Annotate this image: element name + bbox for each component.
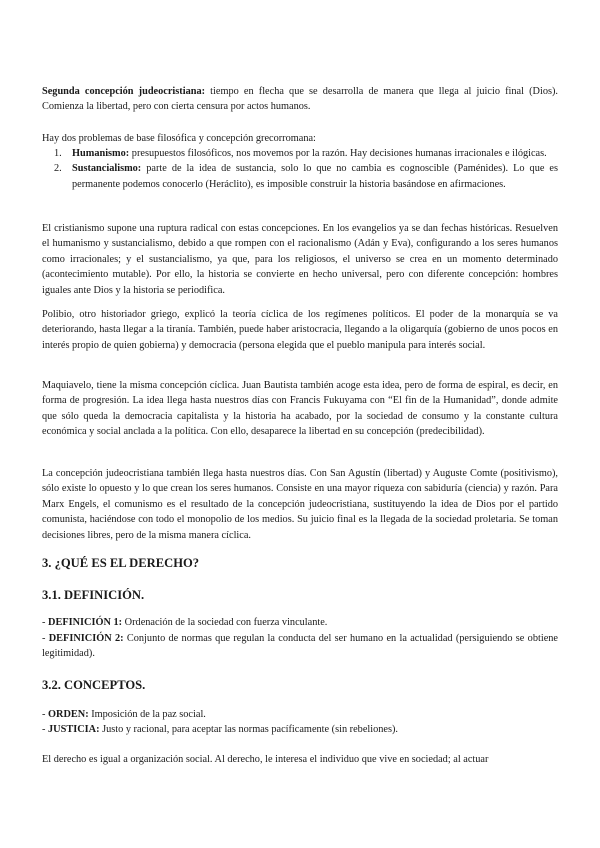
list-item-label: Humanismo: (72, 148, 130, 159)
dash: - (42, 724, 49, 735)
concept-justicia-text: Justo y racional, para aceptar las normas pacíficamente (sin rebeliones). (99, 724, 398, 735)
problems-lead: Hay dos problemas de base filosófica y concepción grecorromana: (42, 133, 316, 144)
subsection-heading-conceptos: 3.2. CONCEPTOS. (42, 678, 146, 692)
definition-2-label: DEFINICIÓN 2: (48, 633, 124, 644)
list-item-text: presupuestos filosóficos, nos movemos por la razón. Hay decisiones humanas irracionales e ilógicas. (129, 148, 547, 159)
paragraph-judeocristiana: La concepción judeocristiana también llega hasta nuestros días. Con San Agustín (libertad) y Auguste Comte (positivismo), sólo existe lo opuesto y lo que crean los seres humanos. Consiste en una mayor riqueza con sabiduría (ciencia) y razón. Para Marx Engels, el comunismo es el resultado de la concepción judeocristiana, sustituyendo la idea de Dios por el partido comunista, haciéndose con todo el monopolio de los medios. Su juicio final es la llegada de la sociedad proletaria. Se toman decisiones libres, pero de la misma manera cíclica. (42, 468, 558, 541)
list-number: 1. (54, 148, 62, 159)
definition-2 (42, 631, 558, 662)
closing-paragraph: El derecho es igual a organización social. Al derecho, le interesa el individuo que vive en sociedad; al actuar (42, 754, 489, 765)
definition-1-text: Ordenación de la sociedad con fuerza vinculante. (122, 617, 328, 628)
concept-justicia-label: JUSTICIA: (48, 724, 100, 735)
intro-text: tiempo en flecha que se desarrolla de manera que llega al juicio final (Dios). Comienza la libertad, pero con cierta censura por actos humanos. (42, 86, 558, 113)
list-item-label: Sustancialismo: (72, 163, 142, 175)
concept-orden-label: ORDEN: (48, 709, 89, 720)
intro-label: Segunda concepción judeocristiana: (42, 86, 206, 97)
concept-justicia (42, 722, 558, 737)
paragraph-polibio: Polibio, otro historiador griego, explicó la teoría cíclica de los regímenes políticos. El poder de la monarquía se va deteriorando, hasta llegar a la tiranía. También, puede haber aristocracia, llegando a la oligarquía (gobierno de unos pocos en interés propio de quien gobierna) y democracia (persona elegida que el pueblo manipula para interés social. (42, 309, 558, 351)
dash: - (42, 617, 49, 628)
list-number: 2. (54, 163, 62, 175)
definition-1-label: DEFINICIÓN 1: (48, 617, 123, 628)
section-heading: 3. ¿QUÉ ES EL DERECHO? (42, 556, 200, 570)
dash: - (42, 633, 49, 644)
list-item-text: parte de la idea de sustancia, solo lo que no cambia es cognoscible (Paménides). Lo que es permanente podemos conocerlo (Heráclito), es imposible construir la historia basándose en afirmaciones. (72, 163, 558, 190)
paragraph-maquiavelo: Maquiavelo, tiene la misma concepción cíclica. Juan Bautista también acoge esta idea, pero de forma de espiral, es decir, en forma de progresión. La idea llega hasta nuestros días con Francis Fukuyama con “El fin de la Humanidad”, donde admite que sólo queda la democracia capitalista y la historia ha acabado, por la sociedad de consumo y la constante cultura económica y social anclada a la política. Con ello, desaparece la libertad en su concepción (predecibilidad). (42, 380, 558, 438)
dash: - (42, 709, 49, 720)
concept-orden-text: Imposición de la paz social. (88, 709, 206, 720)
subsection-heading-definicion: 3.1. DEFINICIÓN. (42, 588, 145, 602)
list-item (42, 146, 558, 161)
problems-list (42, 146, 558, 192)
paragraph-cristianismo: El cristianismo supone una ruptura radical con estas concepciones. En los evangelios ya se dan fechas históricas. Resuelven el humanismo y sustancialismo, debido a que rompen con el racionalismo (Adán y Eva), configurando a los seres humanos como irracionales; y el sustancialismo, ya que, para los religiosos, el universo se crea en un momento determinado (acontecimiento mutable). Por ello, la historia se convierte en hecho universal, pero con diferente concepción: hombres iguales ante Dios y la historia se periodifica. (42, 223, 558, 296)
list-item (42, 161, 558, 192)
definition-1 (42, 615, 558, 630)
concept-orden (42, 707, 558, 722)
intro-paragraph (42, 84, 558, 115)
definition-2-text: Conjunto de normas que regulan la conducta del ser humano en la actualidad (persiguiendo se obtiene legitimidad). (42, 633, 558, 660)
